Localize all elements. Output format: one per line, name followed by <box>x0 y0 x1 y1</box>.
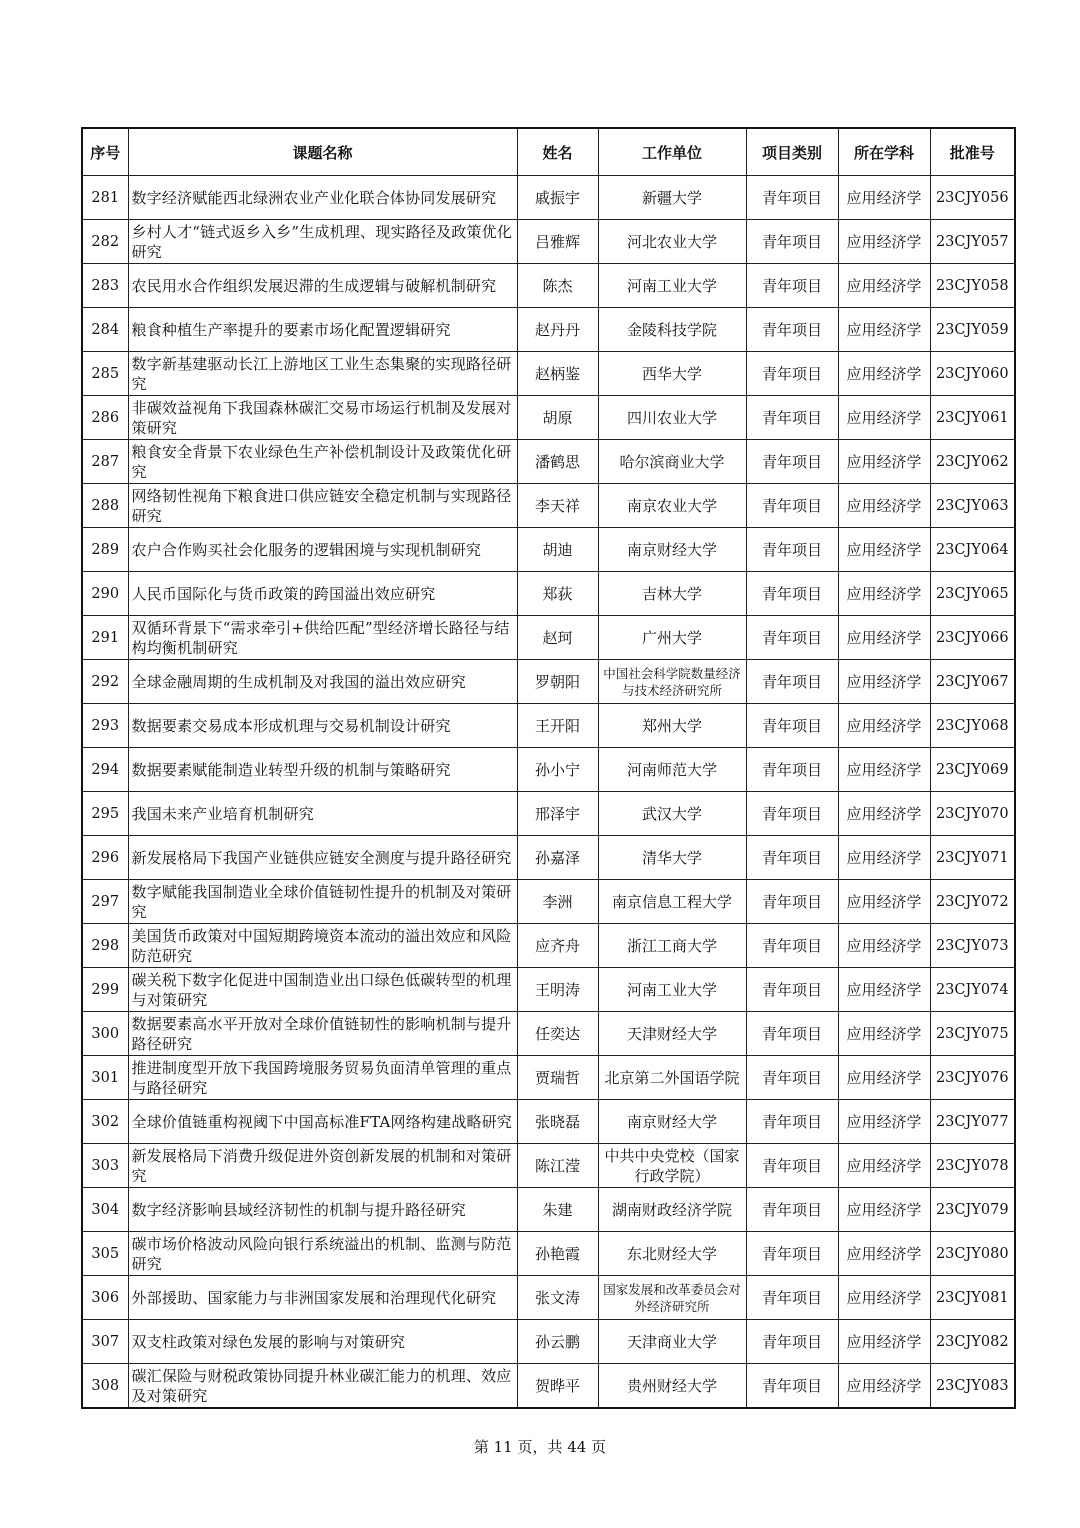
row-discipline: 应用经济学 <box>838 1320 930 1364</box>
table-header-row <box>82 128 1015 176</box>
row-title: 推进制度型开放下我国跨境服务贸易负面清单管理的重点与路径研究 <box>128 1056 517 1100</box>
table-row <box>82 396 1015 440</box>
row-no: 300 <box>82 1012 128 1056</box>
row-discipline: 应用经济学 <box>838 264 930 308</box>
row-approval: 23CJY068 <box>930 704 1015 748</box>
row-category: 青年项目 <box>746 264 838 308</box>
table-row <box>82 176 1015 220</box>
table-row <box>82 1188 1015 1232</box>
row-title: 碳市场价格波动风险向银行系统溢出的机制、监测与防范研究 <box>128 1232 517 1276</box>
row-unit: 湖南财政经济学院 <box>598 1188 746 1232</box>
row-no: 285 <box>82 352 128 396</box>
row-discipline: 应用经济学 <box>838 308 930 352</box>
row-unit: 天津商业大学 <box>598 1320 746 1364</box>
row-no: 301 <box>82 1056 128 1100</box>
row-discipline: 应用经济学 <box>838 484 930 528</box>
row-title: 碳汇保险与财税政策协同提升林业碳汇能力的机理、效应及对策研究 <box>128 1364 517 1409</box>
row-category: 青年项目 <box>746 1144 838 1188</box>
row-title: 我国未来产业培育机制研究 <box>128 792 517 836</box>
row-approval: 23CJY069 <box>930 748 1015 792</box>
row-discipline: 应用经济学 <box>838 616 930 660</box>
header-unit: 工作单位 <box>598 128 746 176</box>
row-name: 孙嘉泽 <box>517 836 598 880</box>
row-discipline: 应用经济学 <box>838 1012 930 1056</box>
row-category: 青年项目 <box>746 1100 838 1144</box>
row-unit: 国家发展和改革委员会对外经济研究所 <box>598 1276 746 1320</box>
row-title: 全球金融周期的生成机制及对我国的溢出效应研究 <box>128 660 517 704</box>
table-row <box>82 968 1015 1012</box>
table-row <box>82 1100 1015 1144</box>
row-title: 双循环背景下“需求牵引+供给匹配”型经济增长路径与结构均衡机制研究 <box>128 616 517 660</box>
row-title: 数字新基建驱动长江上游地区工业生态集聚的实现路径研究 <box>128 352 517 396</box>
row-category: 青年项目 <box>746 924 838 968</box>
row-title: 数据要素赋能制造业转型升级的机制与策略研究 <box>128 748 517 792</box>
row-discipline: 应用经济学 <box>838 528 930 572</box>
row-discipline: 应用经济学 <box>838 396 930 440</box>
row-name: 李天祥 <box>517 484 598 528</box>
row-category: 青年项目 <box>746 836 838 880</box>
row-category: 青年项目 <box>746 308 838 352</box>
row-title: 人民币国际化与货币政策的跨国溢出效应研究 <box>128 572 517 616</box>
row-unit: 南京财经大学 <box>598 528 746 572</box>
row-name: 贾瑞哲 <box>517 1056 598 1100</box>
row-title: 乡村人才“链式返乡入乡”生成机理、现实路径及政策优化研究 <box>128 220 517 264</box>
row-category: 青年项目 <box>746 176 838 220</box>
row-unit: 金陵科技学院 <box>598 308 746 352</box>
table-row <box>82 660 1015 704</box>
row-unit: 南京信息工程大学 <box>598 880 746 924</box>
row-discipline: 应用经济学 <box>838 1364 930 1409</box>
row-unit: 武汉大学 <box>598 792 746 836</box>
row-no: 307 <box>82 1320 128 1364</box>
row-approval: 23CJY081 <box>930 1276 1015 1320</box>
row-title: 粮食种植生产率提升的要素市场化配置逻辑研究 <box>128 308 517 352</box>
row-title: 农民用水合作组织发展迟滞的生成逻辑与破解机制研究 <box>128 264 517 308</box>
row-discipline: 应用经济学 <box>838 660 930 704</box>
row-approval: 23CJY056 <box>930 176 1015 220</box>
row-name: 任奕达 <box>517 1012 598 1056</box>
row-unit: 南京农业大学 <box>598 484 746 528</box>
row-unit: 广州大学 <box>598 616 746 660</box>
row-no: 284 <box>82 308 128 352</box>
row-unit: 吉林大学 <box>598 572 746 616</box>
row-discipline: 应用经济学 <box>838 440 930 484</box>
row-approval: 23CJY063 <box>930 484 1015 528</box>
row-no: 286 <box>82 396 128 440</box>
row-discipline: 应用经济学 <box>838 748 930 792</box>
row-no: 303 <box>82 1144 128 1188</box>
row-category: 青年项目 <box>746 220 838 264</box>
row-no: 295 <box>82 792 128 836</box>
row-title: 外部援助、国家能力与非洲国家发展和治理现代化研究 <box>128 1276 517 1320</box>
row-name: 赵柄鉴 <box>517 352 598 396</box>
row-discipline: 应用经济学 <box>838 1188 930 1232</box>
row-discipline: 应用经济学 <box>838 572 930 616</box>
header-discipline: 所在学科 <box>838 128 930 176</box>
table-row <box>82 704 1015 748</box>
row-discipline: 应用经济学 <box>838 792 930 836</box>
row-no: 281 <box>82 176 128 220</box>
row-name: 吕雅辉 <box>517 220 598 264</box>
row-title: 粮食安全背景下农业绿色生产补偿机制设计及政策优化研究 <box>128 440 517 484</box>
row-name: 应齐舟 <box>517 924 598 968</box>
row-name: 王明涛 <box>517 968 598 1012</box>
table-row <box>82 528 1015 572</box>
row-category: 青年项目 <box>746 1276 838 1320</box>
table-row <box>82 308 1015 352</box>
row-approval: 23CJY077 <box>930 1100 1015 1144</box>
row-name: 贺晔平 <box>517 1364 598 1409</box>
row-no: 292 <box>82 660 128 704</box>
row-unit: 郑州大学 <box>598 704 746 748</box>
row-title: 非碳效益视角下我国森林碳汇交易市场运行机制及发展对策研究 <box>128 396 517 440</box>
row-category: 青年项目 <box>746 1012 838 1056</box>
row-no: 298 <box>82 924 128 968</box>
row-unit: 中共中央党校（国家行政学院） <box>598 1144 746 1188</box>
row-no: 306 <box>82 1276 128 1320</box>
row-name: 孙艳霞 <box>517 1232 598 1276</box>
row-category: 青年项目 <box>746 1056 838 1100</box>
row-title: 数据要素高水平开放对全球价值链韧性的影响机制与提升路径研究 <box>128 1012 517 1056</box>
row-approval: 23CJY065 <box>930 572 1015 616</box>
table-row <box>82 572 1015 616</box>
row-discipline: 应用经济学 <box>838 836 930 880</box>
row-category: 青年项目 <box>746 880 838 924</box>
row-unit: 新疆大学 <box>598 176 746 220</box>
row-approval: 23CJY067 <box>930 660 1015 704</box>
row-category: 青年项目 <box>746 748 838 792</box>
row-approval: 23CJY061 <box>930 396 1015 440</box>
row-approval: 23CJY071 <box>930 836 1015 880</box>
row-category: 青年项目 <box>746 352 838 396</box>
row-no: 287 <box>82 440 128 484</box>
table-row <box>82 924 1015 968</box>
table-row <box>82 748 1015 792</box>
row-name: 孙小宁 <box>517 748 598 792</box>
table-row <box>82 1320 1015 1364</box>
row-category: 青年项目 <box>746 572 838 616</box>
row-no: 288 <box>82 484 128 528</box>
row-name: 赵珂 <box>517 616 598 660</box>
row-approval: 23CJY078 <box>930 1144 1015 1188</box>
row-discipline: 应用经济学 <box>838 1056 930 1100</box>
row-unit: 南京财经大学 <box>598 1100 746 1144</box>
row-title: 碳关税下数字化促进中国制造业出口绿色低碳转型的机理与对策研究 <box>128 968 517 1012</box>
table-row <box>82 352 1015 396</box>
row-discipline: 应用经济学 <box>838 968 930 1012</box>
table-row <box>82 1056 1015 1100</box>
row-discipline: 应用经济学 <box>838 352 930 396</box>
header-name: 姓名 <box>517 128 598 176</box>
table-row <box>82 1364 1015 1409</box>
row-approval: 23CJY064 <box>930 528 1015 572</box>
row-unit: 中国社会科学院数量经济与技术经济研究所 <box>598 660 746 704</box>
table-row <box>82 1012 1015 1056</box>
row-approval: 23CJY070 <box>930 792 1015 836</box>
row-approval: 23CJY057 <box>930 220 1015 264</box>
row-no: 282 <box>82 220 128 264</box>
row-no: 290 <box>82 572 128 616</box>
table-row <box>82 1144 1015 1188</box>
row-approval: 23CJY059 <box>930 308 1015 352</box>
table-row <box>82 440 1015 484</box>
row-name: 郑荻 <box>517 572 598 616</box>
row-name: 孙云鹏 <box>517 1320 598 1364</box>
table-row <box>82 880 1015 924</box>
row-approval: 23CJY074 <box>930 968 1015 1012</box>
row-unit: 浙江工商大学 <box>598 924 746 968</box>
row-name: 张文涛 <box>517 1276 598 1320</box>
row-name: 李洲 <box>517 880 598 924</box>
row-name: 胡迪 <box>517 528 598 572</box>
row-approval: 23CJY060 <box>930 352 1015 396</box>
row-unit: 河南工业大学 <box>598 264 746 308</box>
row-title: 数字经济赋能西北绿洲农业产业化联合体协同发展研究 <box>128 176 517 220</box>
row-name: 陈杰 <box>517 264 598 308</box>
row-title: 全球价值链重构视阈下中国高标准FTA网络构建战略研究 <box>128 1100 517 1144</box>
header-category: 项目类别 <box>746 128 838 176</box>
row-unit: 哈尔滨商业大学 <box>598 440 746 484</box>
row-unit: 河北农业大学 <box>598 220 746 264</box>
row-category: 青年项目 <box>746 1364 838 1409</box>
row-unit: 天津财经大学 <box>598 1012 746 1056</box>
row-category: 青年项目 <box>746 660 838 704</box>
row-approval: 23CJY075 <box>930 1012 1015 1056</box>
row-unit: 清华大学 <box>598 836 746 880</box>
row-approval: 23CJY079 <box>930 1188 1015 1232</box>
table-row <box>82 792 1015 836</box>
table-row <box>82 1276 1015 1320</box>
row-title: 农户合作购买社会化服务的逻辑困境与实现机制研究 <box>128 528 517 572</box>
header-no: 序号 <box>82 128 128 176</box>
row-discipline: 应用经济学 <box>838 924 930 968</box>
row-no: 291 <box>82 616 128 660</box>
row-title: 双支柱政策对绿色发展的影响与对策研究 <box>128 1320 517 1364</box>
row-no: 294 <box>82 748 128 792</box>
row-name: 胡原 <box>517 396 598 440</box>
row-category: 青年项目 <box>746 1232 838 1276</box>
row-discipline: 应用经济学 <box>838 176 930 220</box>
row-unit: 西华大学 <box>598 352 746 396</box>
row-category: 青年项目 <box>746 616 838 660</box>
table-row <box>82 264 1015 308</box>
row-unit: 北京第二外国语学院 <box>598 1056 746 1100</box>
row-discipline: 应用经济学 <box>838 1276 930 1320</box>
row-discipline: 应用经济学 <box>838 704 930 748</box>
row-approval: 23CJY083 <box>930 1364 1015 1409</box>
row-name: 罗朝阳 <box>517 660 598 704</box>
row-no: 302 <box>82 1100 128 1144</box>
table-row <box>82 220 1015 264</box>
row-title: 数字赋能我国制造业全球价值链韧性提升的机制及对策研究 <box>128 880 517 924</box>
row-approval: 23CJY072 <box>930 880 1015 924</box>
row-no: 299 <box>82 968 128 1012</box>
header-approval: 批准号 <box>930 128 1015 176</box>
row-discipline: 应用经济学 <box>838 220 930 264</box>
row-category: 青年项目 <box>746 1320 838 1364</box>
row-category: 青年项目 <box>746 704 838 748</box>
row-no: 296 <box>82 836 128 880</box>
row-name: 王开阳 <box>517 704 598 748</box>
row-category: 青年项目 <box>746 528 838 572</box>
row-title: 数字经济影响县域经济韧性的机制与提升路径研究 <box>128 1188 517 1232</box>
row-title: 新发展格局下我国产业链供应链安全测度与提升路径研究 <box>128 836 517 880</box>
table-row <box>82 836 1015 880</box>
row-no: 304 <box>82 1188 128 1232</box>
row-unit: 河南工业大学 <box>598 968 746 1012</box>
row-no: 308 <box>82 1364 128 1409</box>
row-name: 潘鹤思 <box>517 440 598 484</box>
table-row <box>82 1232 1015 1276</box>
row-name: 邢泽宇 <box>517 792 598 836</box>
row-category: 青年项目 <box>746 1188 838 1232</box>
row-approval: 23CJY073 <box>930 924 1015 968</box>
row-approval: 23CJY058 <box>930 264 1015 308</box>
row-name: 张晓磊 <box>517 1100 598 1144</box>
row-approval: 23CJY082 <box>930 1320 1015 1364</box>
row-name: 朱建 <box>517 1188 598 1232</box>
row-discipline: 应用经济学 <box>838 880 930 924</box>
project-list-table <box>81 127 1016 1409</box>
row-title: 数据要素交易成本形成机理与交易机制设计研究 <box>128 704 517 748</box>
row-no: 293 <box>82 704 128 748</box>
row-name: 陈江滢 <box>517 1144 598 1188</box>
row-unit: 河南师范大学 <box>598 748 746 792</box>
row-approval: 23CJY076 <box>930 1056 1015 1100</box>
row-unit: 四川农业大学 <box>598 396 746 440</box>
row-title: 新发展格局下消费升级促进外资创新发展的机制和对策研究 <box>128 1144 517 1188</box>
row-discipline: 应用经济学 <box>838 1232 930 1276</box>
row-discipline: 应用经济学 <box>838 1144 930 1188</box>
table-row <box>82 484 1015 528</box>
row-name: 赵丹丹 <box>517 308 598 352</box>
row-category: 青年项目 <box>746 396 838 440</box>
table-body <box>82 176 1015 1409</box>
row-title: 网络韧性视角下粮食进口供应链安全稳定机制与实现路径研究 <box>128 484 517 528</box>
row-name: 戚振宇 <box>517 176 598 220</box>
row-no: 297 <box>82 880 128 924</box>
table-row <box>82 616 1015 660</box>
row-approval: 23CJY062 <box>930 440 1015 484</box>
row-no: 305 <box>82 1232 128 1276</box>
row-discipline: 应用经济学 <box>838 1100 930 1144</box>
row-unit: 东北财经大学 <box>598 1232 746 1276</box>
page-number: 第 11 页，共 44 页 <box>473 1438 607 1456</box>
row-no: 283 <box>82 264 128 308</box>
row-category: 青年项目 <box>746 792 838 836</box>
row-title: 美国货币政策对中国短期跨境资本流动的溢出效应和风险防范研究 <box>128 924 517 968</box>
row-category: 青年项目 <box>746 484 838 528</box>
row-category: 青年项目 <box>746 440 838 484</box>
row-unit: 贵州财经大学 <box>598 1364 746 1409</box>
row-no: 289 <box>82 528 128 572</box>
row-category: 青年项目 <box>746 968 838 1012</box>
row-approval: 23CJY066 <box>930 616 1015 660</box>
row-approval: 23CJY080 <box>930 1232 1015 1276</box>
header-title: 课题名称 <box>128 128 517 176</box>
